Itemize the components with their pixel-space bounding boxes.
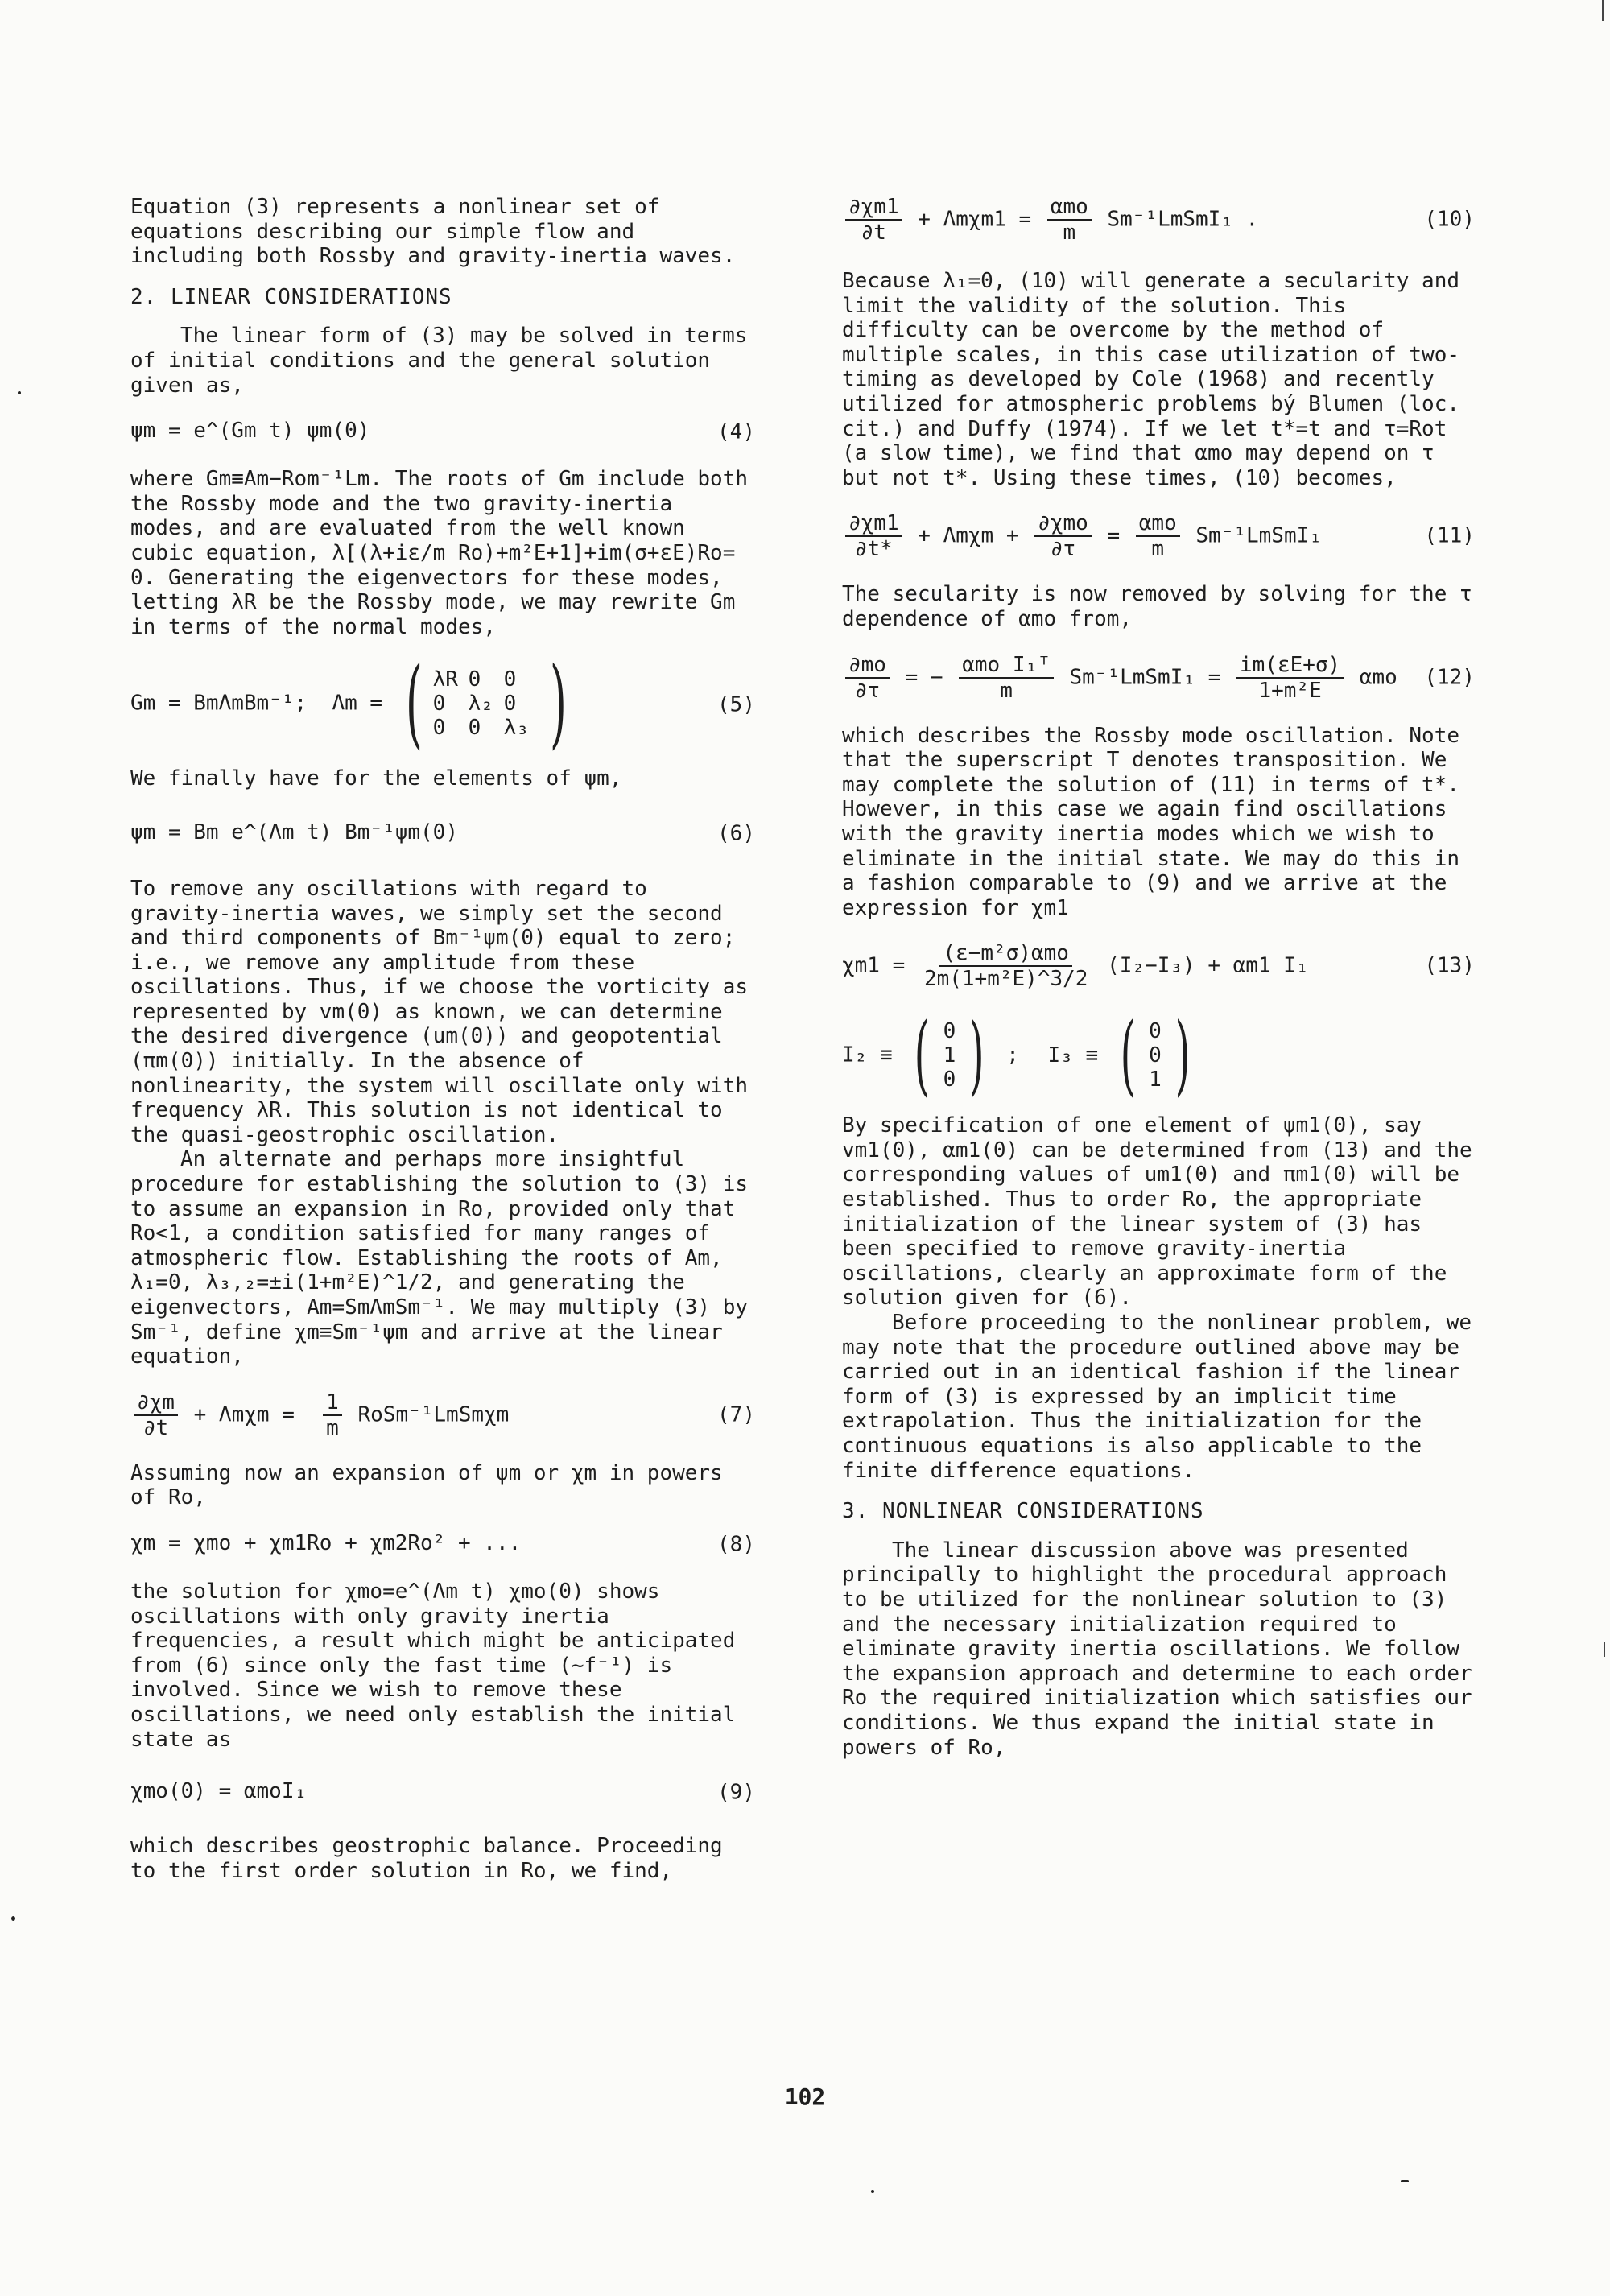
- equation-10-number: (10): [1424, 207, 1475, 232]
- unit-vectors-definition: [842, 1005, 1478, 1106]
- equation-5: [130, 647, 758, 760]
- equation-12-number: (12): [1424, 665, 1475, 690]
- equation-12-c-denominator: 1+m²E: [1258, 678, 1322, 703]
- matrix-cell: λ₂: [468, 692, 493, 716]
- vector-cell: 0: [943, 1019, 956, 1044]
- unit-vector-i3: ( 0 0 1 ): [1120, 1005, 1191, 1106]
- equation-12-middle-1: = −: [905, 665, 943, 690]
- equation-5-number: (5): [717, 693, 755, 718]
- equation-7-number: (7): [717, 1402, 755, 1427]
- equation-10: [842, 195, 1478, 245]
- equation-7-middle: + Λmχm =: [193, 1402, 308, 1427]
- scan-edge-mark: [1602, 0, 1604, 21]
- equation-7-lhs-denominator: ∂t: [142, 1415, 169, 1440]
- equation-11-middle-2: =: [1107, 523, 1121, 548]
- unit-vector-i2: ( 0 1 0 ): [914, 1005, 985, 1106]
- equation-10-middle: + Λmχm1 =: [918, 207, 1032, 232]
- vector-cell: 1: [1149, 1067, 1162, 1092]
- matrix-cell: λR: [432, 667, 458, 692]
- scan-speck: [18, 391, 21, 394]
- matrix-cell: λ₃: [503, 716, 529, 741]
- equation-13-tail: (I₂−I₃) + αm1 I₁: [1107, 953, 1309, 978]
- equation-7-coef-denominator: m: [326, 1415, 339, 1440]
- equation-11-a-denominator: ∂t*: [854, 537, 893, 562]
- section-heading-linear: 2. LINEAR CONSIDERATIONS: [130, 284, 452, 309]
- vector-cell: 1: [943, 1043, 956, 1068]
- equation-11-middle-1: + Λmχm +: [918, 523, 1019, 548]
- equation-9-number: (9): [717, 1780, 755, 1805]
- scan-speck: [11, 1916, 15, 1921]
- paragraph-linear-form: The linear form of (3) may be solved in terms of initial conditions and the general solution given as,: [130, 324, 748, 398]
- matrix-cell: 0: [503, 692, 517, 716]
- equation-13: [842, 941, 1478, 991]
- equation-10-coef-numerator: αmo: [1047, 195, 1092, 221]
- paragraph-finally: We finally have for the elements of ψm,: [130, 766, 622, 791]
- unit-vector-separator: ;: [1006, 1043, 1019, 1067]
- paragraph-specification: By specification of one element of ψm1(0), say vm1(0), αm1(0) can be determined from (13) and the corresponding values of um1(0) and πm1(0) will be established. Thus to order Ro, the appropriate initialization of the linear system of (3) has been specified to remove gravity-inertia oscillations, clearly an approximate form of the solution given for (6).: [842, 1113, 1472, 1311]
- scan-edge-mark: [1604, 1642, 1605, 1657]
- equation-12-tail: αmo: [1359, 665, 1397, 690]
- equation-11-b-numerator: ∂χmo: [1034, 511, 1092, 537]
- equation-9: [130, 1779, 758, 1807]
- equation-11: [842, 511, 1478, 561]
- paragraph-rossby-mode: which describes the Rossby mode oscillation. Note that the superscript T denotes transposition. We may complete the solution of (11) in terms of t*. However, in this case we again find oscillations with the gravity inertia modes which we wish to eliminate in the initial state. We may do this in a fashion comparable to (9) and we arrive at the expression for χm1: [842, 723, 1460, 920]
- matrix-cell: 0: [432, 692, 446, 716]
- equation-5-lhs: Gm = BmΛmBm⁻¹; Λm =: [130, 691, 383, 716]
- eigenvalue-matrix: ( λR 0 0 0 λ₂ 0 0 0 λ₃ ): [405, 647, 567, 760]
- equation-13-numerator: (ε−m²σ)αmo: [939, 941, 1072, 967]
- paragraph-intro: Equation (3) represents a nonlinear set of equations describing our simple flow and including both Rossby and gravity-inertia waves.: [130, 195, 736, 269]
- scan-speck: [1401, 2180, 1409, 2182]
- unit-vector-i3-label: I₃ ≡: [1047, 1043, 1099, 1067]
- equation-6-expression: ψm = Bm e^(Λm t) Bm⁻¹ψm(0): [130, 820, 458, 844]
- equation-11-a-numerator: ∂χm1: [845, 511, 902, 537]
- matrix-cell: 0: [432, 716, 446, 741]
- equation-8-expression: χm = χmo + χm1Ro + χm2Ro² + ...: [130, 1530, 522, 1555]
- equation-4-expression: ψm = e^(Gm t) ψm(0): [130, 419, 370, 444]
- equation-13-denominator: 2m(1+m²E)^3/2: [923, 967, 1088, 992]
- equation-12-a-denominator: ∂τ: [854, 678, 881, 703]
- equation-4-number: (4): [717, 419, 755, 444]
- paragraph-secularity-removed: The secularity is now removed by solving for the τ dependence of αmo from,: [842, 582, 1472, 631]
- paragraph-geostrophic-balance: which describes geostrophic balance. Proceeding to the first order solution in Ro, we find,: [130, 1834, 723, 1883]
- equation-13-number: (13): [1424, 953, 1475, 978]
- equation-7-tail: RoSm⁻¹LmSmχm: [357, 1402, 510, 1427]
- equation-11-c-denominator: m: [1151, 537, 1165, 562]
- equation-12-c-numerator: im(εE+σ): [1236, 653, 1344, 679]
- equation-11-b-denominator: ∂τ: [1050, 537, 1076, 562]
- equation-12-b-denominator: m: [1000, 678, 1013, 703]
- equation-9-expression: χmo(0) = αmoI₁: [130, 1779, 308, 1804]
- equation-12-b-numerator: αmo I₁ᵀ: [959, 653, 1054, 679]
- paragraph-solution: the solution for χmo=e^(Λm t) χmo(0) shows oscillations with only gravity inertia frequencies, a result which might be anticipated from (6) since only the fast time (~f⁻¹) is involved. Since we wish to remove these oscillations, we need only establish the initial state as: [130, 1579, 736, 1752]
- vector-cell: 0: [943, 1067, 956, 1092]
- left-column: [130, 195, 758, 1899]
- right-column: [842, 195, 1478, 1776]
- equation-12-middle-2: Sm⁻¹LmSmI₁ =: [1069, 665, 1221, 690]
- matrix-cell: 0: [468, 716, 481, 741]
- equation-7-lhs-numerator: ∂χm: [134, 1390, 178, 1416]
- vector-cell: 0: [1149, 1019, 1162, 1044]
- equation-10-lhs-denominator: ∂t: [861, 221, 886, 245]
- equation-11-number: (11): [1424, 524, 1475, 549]
- equation-7: [130, 1390, 758, 1440]
- paragraph-assuming: Assuming now an expansion of ψm or χm in powers of Ro,: [130, 1460, 723, 1510]
- equation-6: [130, 820, 758, 848]
- section-heading-nonlinear: 3. NONLINEAR CONSIDERATIONS: [842, 1499, 1204, 1524]
- page-number: 102: [784, 2083, 826, 2110]
- equation-10-lhs-numerator: ∂χm1: [845, 195, 902, 221]
- equation-4: [130, 419, 758, 446]
- paragraph-secularity-intro: Because λ₁=0, (10) will generate a secularity and limit the validity of the solution. This difficulty can be overcome by the method of multiple scales, in this case utilization of two-timing as developed by Cole (1968) and recently utilized for atmospheric problems bý Blumen (loc. cit.) and Duffy (1974). If we let t*=t and τ=Rot (a slow time), we find that αmo may depend on τ but not t*. Using these times, (10) becomes,: [842, 269, 1460, 490]
- equation-10-coef-denominator: m: [1063, 221, 1076, 245]
- equation-8: [130, 1531, 758, 1559]
- eigenvalue-matrix-cells: [433, 667, 539, 740]
- equation-11-c-numerator: αmo: [1136, 511, 1180, 537]
- unit-vector-i2-label: I₂ ≡: [842, 1043, 893, 1067]
- equation-12-a-numerator: ∂mo: [845, 653, 890, 679]
- scan-speck: [871, 2190, 874, 2193]
- equation-10-tail: Sm⁻¹LmSmI₁ .: [1107, 207, 1259, 232]
- paragraph-before-proceeding: Before proceeding to the nonlinear problem, we may note that the procedure outlined above may be carried out in an identical fashion if the linear form of (3) is expressed by an implicit time extrapolation. Thus the initialization for the continuous equations is also applicable to the finite difference equations.: [842, 1311, 1472, 1483]
- equation-6-number: (6): [717, 821, 755, 846]
- paragraph-nonlinear: The linear discussion above was presented principally to highlight the procedural approach to be utilized for the nonlinear solution to (3) and the necessary initialization required to eliminate gravity inertia oscillations. We follow the expansion approach and determine to each order Ro the required initialization which satisfies our conditions. We thus expand the initial state in powers of Ro,: [842, 1538, 1472, 1760]
- matrix-cell: 0: [468, 667, 481, 692]
- matrix-cell: 0: [503, 667, 517, 692]
- vector-cell: 0: [1149, 1043, 1162, 1068]
- paragraph-alternate-procedure: An alternate and perhaps more insightful procedure for establishing the solution to (3) is to assume an expansion in Ro, provided only that Ro<1, a condition satisfied for many ranges of atmospheric flow. Establishing the roots of Am, λ₁=0, λ₃,₂=±i(1+m²E)^1/2, and generating the eigenvectors, Am=SmΛmSm⁻¹. We may multiply (3) by Sm⁻¹, define χm≡Sm⁻¹ψm and arrive at the linear equation,: [130, 1147, 749, 1369]
- equation-7-coef-numerator: 1: [323, 1390, 342, 1416]
- equation-8-number: (8): [717, 1532, 755, 1557]
- equation-12: [842, 653, 1478, 703]
- paragraph-remove-oscillations: To remove any oscillations with regard to gravity-inertia waves, we simply set the second and third components of Bm⁻¹ψm(0) equal to zero; i.e., we remove any amplitude from these oscillations. Thus, if we choose the vorticity as represented by vm(0) as known, we can determine the desired divergence (um(0)) and geopotential (πm(0)) initially. In the absence of nonlinearity, the system will oscillate only with frequency λR. This solution is not identical to the quasi-geostrophic oscillation.: [130, 876, 749, 1147]
- paragraph-where: where Gm≡Am−Rom⁻¹Lm. The roots of Gm include both the Rossby mode and the two gravity-inertia modes, and are evaluated from the well known cubic equation, λ[(λ+iε/m Ro)+m²E+1]+im(σ+εE)Ro= 0. Generating the eigenvectors for these modes, letting λR be the Rossby mode, we may rewrite Gm in terms of the normal modes,: [130, 467, 749, 639]
- equation-13-lhs: χm1 =: [842, 953, 906, 978]
- equation-11-tail: Sm⁻¹LmSmI₁: [1195, 523, 1322, 548]
